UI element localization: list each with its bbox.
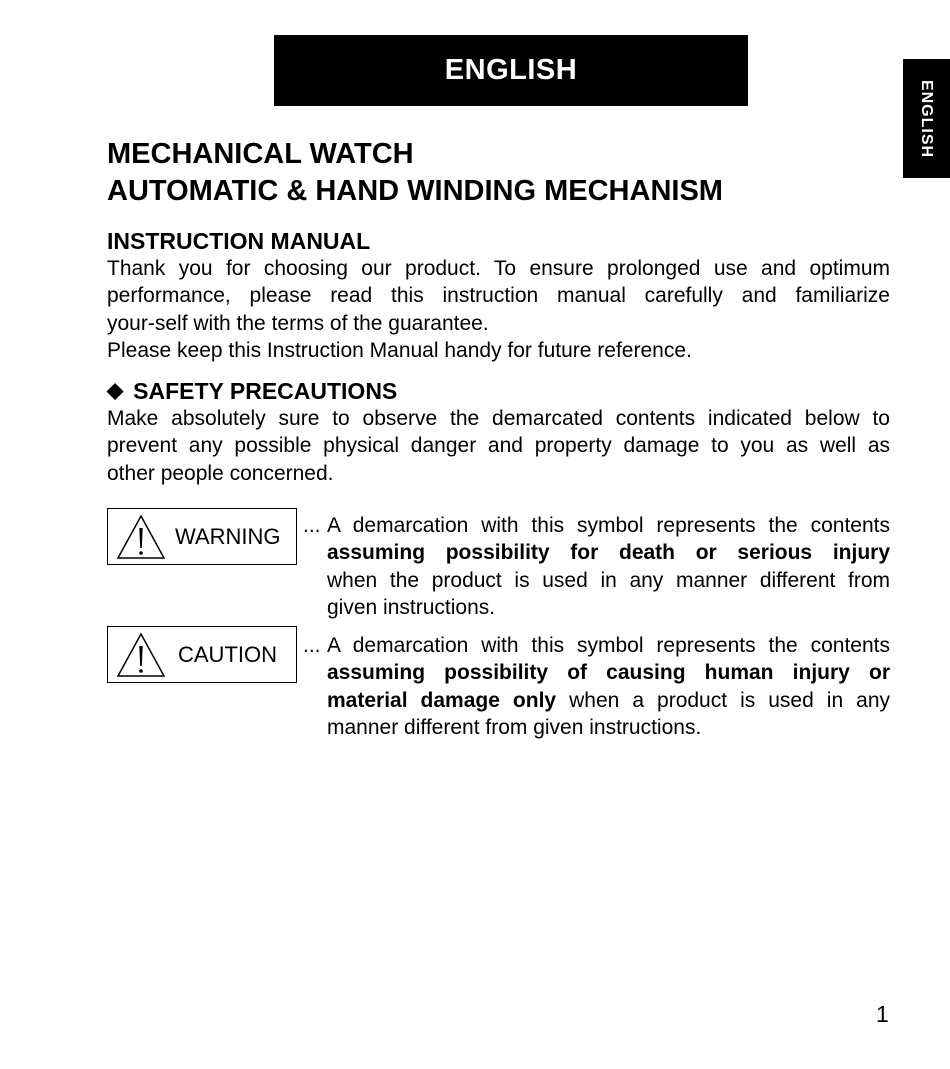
safety-precautions-heading-text: SAFETY PRECAUTIONS: [133, 378, 398, 404]
language-banner: [274, 35, 748, 106]
safety-paragraph: [107, 405, 890, 487]
warning-description: [327, 512, 890, 621]
intro-line-3: your-self with the terms of the guarantee.: [107, 311, 489, 335]
caution-badge-label: CAUTION: [178, 641, 277, 667]
intro-line-2: performance, please read this instruction manual carefully and familiarize: [107, 284, 890, 308]
language-side-tab-label: ENGLISH: [918, 79, 936, 158]
diamond-bullet-icon: ◆: [107, 379, 124, 402]
warning-triangle-icon: [115, 513, 167, 561]
intro-paragraph: [107, 255, 890, 364]
safety-line-1: Make absolutely sure to observe the demarcated contents indicated below to: [107, 407, 890, 430]
intro-line-4: Please keep this Instruction Manual handy for future reference.: [107, 338, 692, 362]
warning-badge: [107, 508, 297, 565]
caution-desc-line-3-bold: material damage only: [327, 688, 557, 712]
caution-desc-line-3-rest: when a product is used in any: [556, 688, 890, 712]
caution-leader-dots: ...: [303, 634, 321, 657]
safety-line-2: prevent any possible physical danger and property damage to you as well as: [107, 434, 890, 458]
caution-desc-line-1: A demarcation with this symbol represents the contents: [327, 634, 890, 657]
instruction-manual-heading: INSTRUCTION MANUAL: [107, 228, 371, 254]
warning-desc-line-2: assuming possibility for death or serious injury: [327, 541, 890, 565]
warning-desc-line-3: when the product is used in any manner different from: [327, 568, 890, 592]
document-title-line-1: MECHANICAL WATCH: [107, 138, 414, 170]
caution-desc-line-4: manner different from given instructions.: [327, 715, 702, 739]
caution-description: [327, 632, 890, 741]
caution-desc-line-3: [327, 687, 890, 714]
document-title-line-2: AUTOMATIC & HAND WINDING MECHANISM: [107, 175, 723, 207]
safety-precautions-heading: [107, 377, 397, 405]
warning-desc-line-1: A demarcation with this symbol represents the contents: [327, 514, 890, 537]
warning-desc-line-4: given instructions.: [327, 595, 496, 619]
warning-badge-label: WARNING: [175, 523, 281, 549]
warning-leader-dots: ...: [303, 514, 321, 537]
caution-badge: [107, 626, 297, 683]
language-banner-label: ENGLISH: [444, 54, 578, 86]
language-side-tab: [903, 59, 950, 178]
intro-line-1: Thank you for choosing our product. To ensure prolonged use and optimum: [107, 257, 890, 280]
safety-line-3: other people concerned.: [107, 461, 334, 485]
warning-triangle-icon: [115, 631, 167, 679]
caution-desc-line-2: assuming possibility of causing human injury or: [327, 661, 890, 685]
page-number: 1: [876, 1001, 889, 1027]
